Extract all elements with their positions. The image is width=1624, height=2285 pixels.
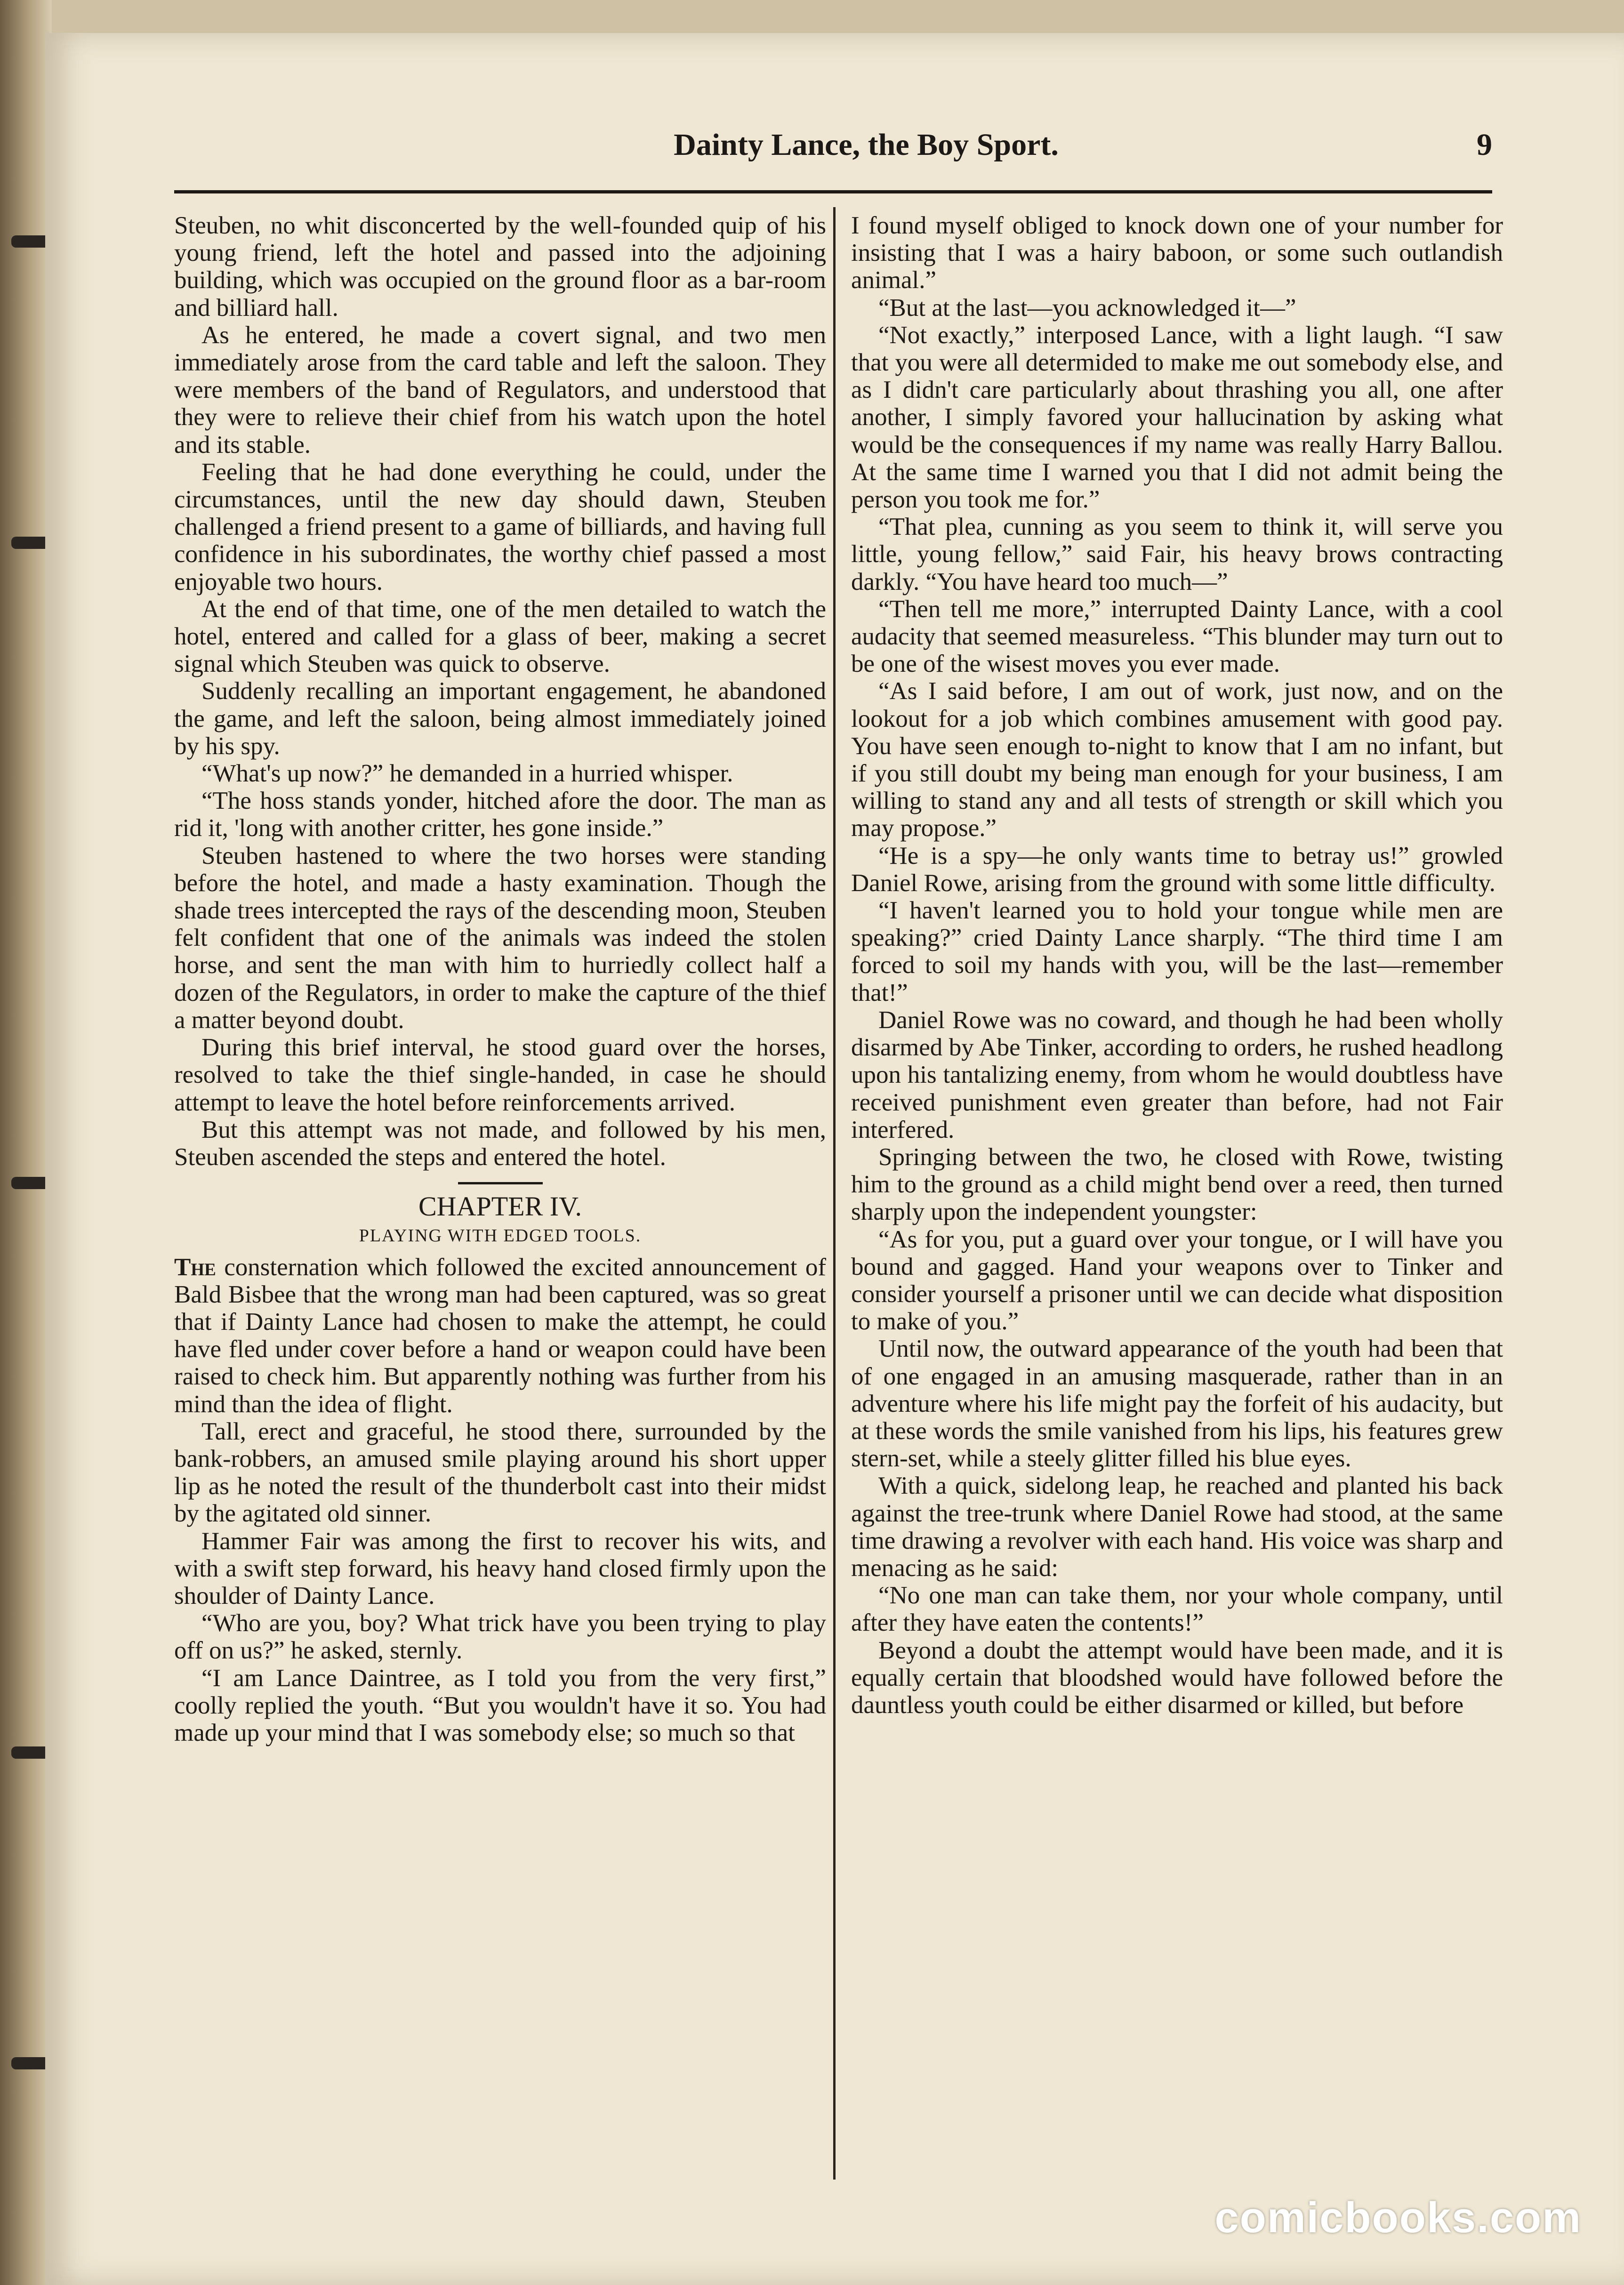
running-header [174, 122, 1492, 184]
paragraph: Suddenly recalling an important engagement, he abandoned the game, and left the saloon, being almost immediately joined by his spy. [174, 677, 826, 760]
paragraph: Tall, erect and graceful, he stood there, surrounded by the bank-robbers, an amused smile playing around his short upper lip as he noted the result of the thunderbolt cast into their midst by the agitated old sinner. [174, 1417, 826, 1528]
left-column [174, 212, 826, 2180]
paragraph: “No one man can take them, nor your whole company, until after they have eaten the contents!” [851, 1582, 1503, 1637]
paragraph: Steuben, no whit disconcerted by the well-founded quip of his young friend, left the hotel and passed into the adjoining building, which was occupied on the ground floor as a bar-room and billiard hall. [174, 212, 826, 322]
page-binding [0, 0, 52, 2285]
paragraph: With a quick, sidelong leap, he reached and planted his back against the tree-trunk where Daniel Rowe had stood, at the same time drawing a revolver with each hand. His voice was sharp and menacing as he said: [851, 1472, 1503, 1582]
paragraph: As he entered, he made a covert signal, and two men immediately arose from the card table and left the saloon. They were members of the band of Regulators, and understood that they were to relieve their chief from his watch upon the hotel and its stable. [174, 321, 826, 459]
chapter-subtitle: PLAYING WITH EDGED TOOLS. [359, 1226, 642, 1246]
paragraph: “Who are you, boy? What trick have you been trying to play off on us?” he asked, sternly. [174, 1609, 826, 1665]
running-title: Dainty Lance, the Boy Sport. [674, 128, 1059, 162]
chapter-opening-text: consternation which followed the excited announcement of Bald Bisbee that the wrong man had been captured, was so great that if Dainty Lance had chosen to make the attempt, he could have fled under cover before a hand or weapon could have been raised to check him. But apparently nothing was further from his mind than the idea of flight. [174, 1253, 826, 1418]
chapter-title: CHAPTER IV. [418, 1191, 582, 1222]
paragraph: At the end of that time, one of the men detailed to watch the hotel, entered and called for a glass of beer, making a secret signal which Steuben was quick to observe. [174, 595, 826, 678]
paragraph: During this brief interval, he stood guard over the horses, resolved to take the thief single-handed, in case he should attempt to leave the hotel before reinforcements arrived. [174, 1034, 826, 1116]
paragraph: Daniel Rowe was no coward, and though he had been wholly disarmed by Abe Tinker, according to orders, he rushed headlong upon his tantalizing enemy, from whom he would doubtless have received punishment even greater than before, had not Fair interfered. [851, 1006, 1503, 1143]
section-rule [458, 1182, 543, 1184]
header-rule [174, 190, 1492, 193]
paragraph: “As I said before, I am out of work, just now, and on the lookout for a job which combines amusement with good pay. You have seen enough to-night to know that I am no infant, but if you still doubt my being man enough for your business, I am willing to stand any and all tests of strength or skill which you may propose.” [851, 677, 1503, 842]
paragraph: Hammer Fair was among the first to recover his wits, and with a swift step forward, his heavy hand closed firmly upon the shoulder of Dainty Lance. [174, 1527, 826, 1609]
paragraph: “I am Lance Daintree, as I told you from the very first,” coolly replied the youth. “But you wouldn't have it so. You had made up your mind that I was somebody else; so much so that [174, 1664, 826, 1746]
paragraph: “Not exactly,” interposed Lance, with a light laugh. “I saw that you were all determided to make me out somebody else, and as I didn't care particularly about thrashing you all, one after another, I simply favored your hallucination by asking what would be the consequences if my name was really Harry Ballou. At the same time I warned you that I did not admit being the person you took me for.” [851, 321, 1503, 514]
column-divider [833, 207, 836, 2180]
paragraph: Beyond a doubt the attempt would have been made, and it is equally certain that bloodshed would have followed before the dauntless youth could be either disarmed or killed, but before [851, 1636, 1503, 1719]
page-number: 9 [1477, 128, 1492, 162]
chapter-first-word: The [174, 1253, 216, 1281]
paragraph: But this attempt was not made, and followed by his men, Steuben ascended the steps and entered the hotel. [174, 1116, 826, 1171]
site-watermark: comicbooks.com [1214, 2194, 1582, 2242]
paragraph: “As for you, put a guard over your tongue, or I will have you bound and gagged. Hand your weapons over to Tinker and consider yourself a prisoner until we can decide what disposition to make of you.” [851, 1225, 1503, 1336]
paragraph: “He is a spy—he only wants time to betray us!” growled Daniel Rowe, arising from the ground with some little difficulty. [851, 842, 1503, 897]
chapter-opening-paragraph [174, 1254, 826, 1418]
paragraph: “What's up now?” he demanded in a hurried whisper. [201, 760, 733, 788]
paragraph: “That plea, cunning as you seem to think it, will serve you little, young fellow,” said Fair, his heavy brows contracting darkly. “You have heard too much—” [851, 513, 1503, 595]
paragraph: Springing between the two, he closed with Rowe, twisting him to the ground as a child might bend over a reed, then turned sharply upon the independent youngster: [851, 1143, 1503, 1226]
paragraph: Until now, the outward appearance of the youth had been that of one engaged in an amusing masquerade, rather than in an adventure where his life might pay the forfeit of his audacity, but at these words the smile vanished from his lips, his features grew stern-set, while a steely glitter filled his blue eyes. [851, 1335, 1503, 1472]
paragraph-continuation: I found myself obliged to knock down one of your number for insisting that I was a hairy baboon, or some such outlandish animal.” [851, 212, 1503, 294]
paragraph: Steuben hastened to where the two horses were standing before the hotel, and made a hasty examination. Though the shade trees intercepted the rays of the descending moon, Steuben felt confident that one of the animals was indeed the stolen horse, and sent the man with him to hurriedly collect half a dozen of the Regulators, in order to make the capture of the thief a matter beyond doubt. [174, 842, 826, 1034]
paragraph: “I haven't learned you to hold your tongue while men are speaking?” cried Dainty Lance sharply. “The third time I am forced to soil my hands with you, will be the last—remember that!” [851, 897, 1503, 1006]
paragraph: “Then tell me more,” interrupted Dainty Lance, with a cool audacity that seemed measureless. “This blunder may turn out to be one of the wisest moves you ever made. [851, 595, 1503, 678]
right-column [851, 212, 1503, 2180]
paragraph: “But at the last—you acknowledged it—” [878, 294, 1296, 322]
paragraph: “The hoss stands yonder, hitched afore the door. The man as rid it, 'long with another critter, hes gone inside.” [174, 787, 826, 842]
paragraph: Feeling that he had done everything he could, under the circumstances, until the new day should dawn, Steuben challenged a friend present to a game of billiards, and having full confidence in his subordinates, the worthy chief passed a most enjoyable two hours. [174, 458, 826, 595]
